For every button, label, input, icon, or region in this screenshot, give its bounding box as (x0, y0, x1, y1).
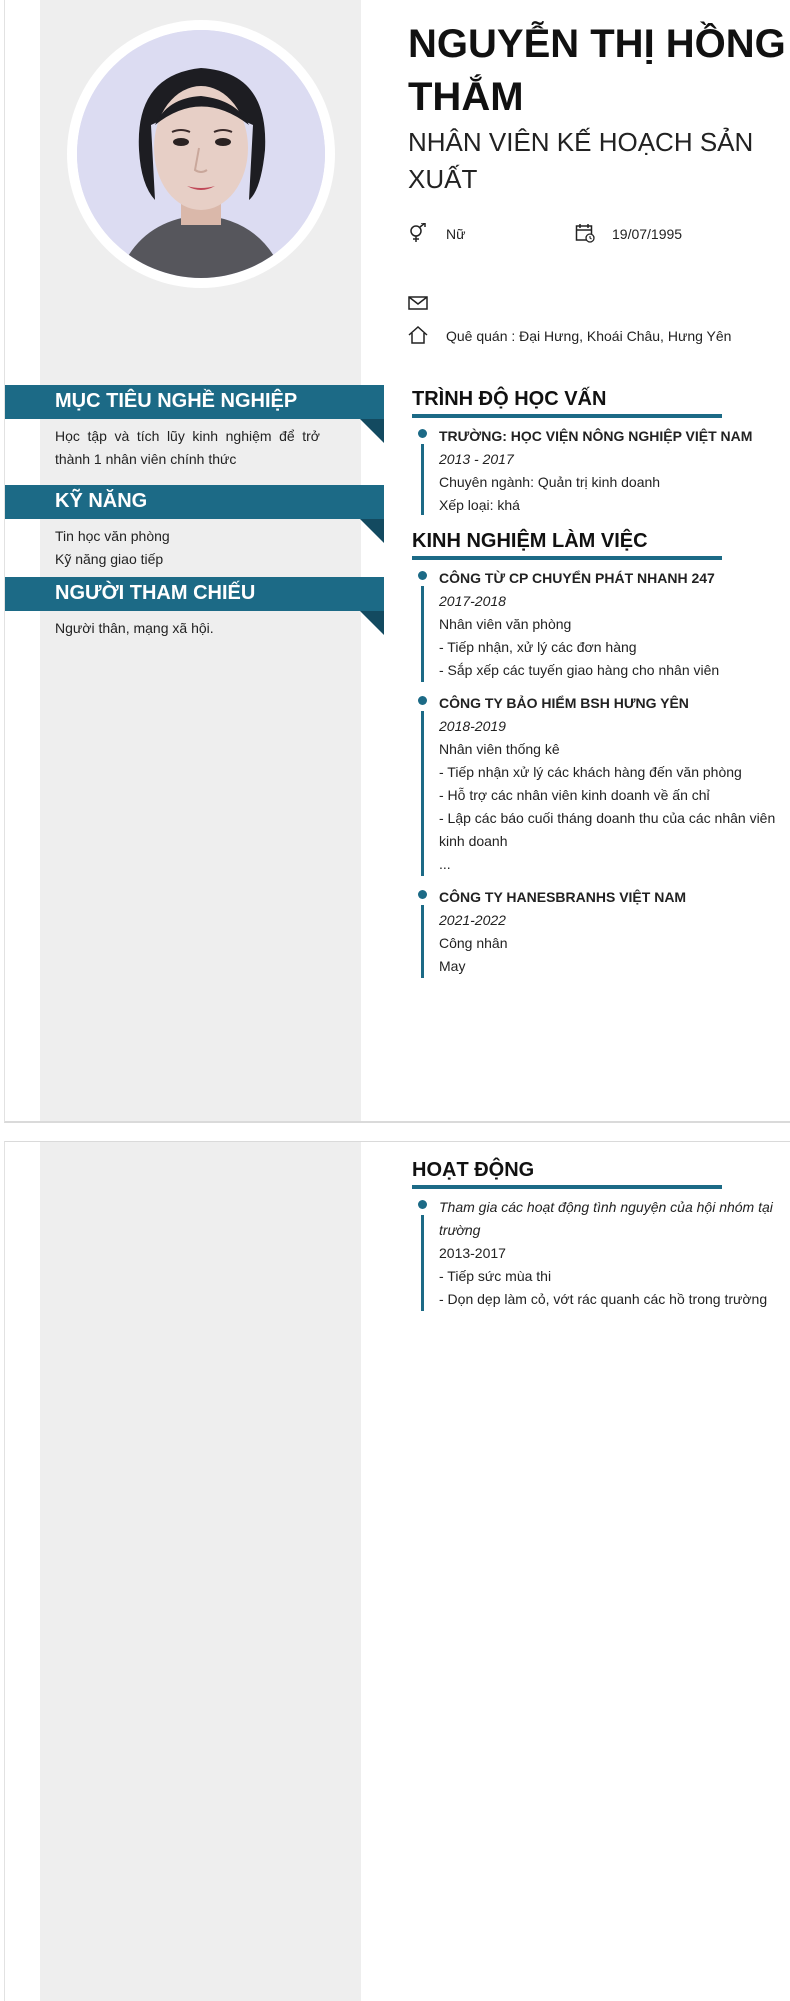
job-title: NHÂN VIÊN KẾ HOẠCH SẢN XUẤT (408, 127, 754, 194)
activity-title-line: Tham gia các hoạt động tình nguyện của hội nhóm tại (439, 1199, 773, 1215)
references-title: NGƯỜI THAM CHIẾU (55, 582, 256, 604)
education-major: Chuyên ngành: Quản trị kinh doanh (439, 474, 661, 490)
references-ribbon (5, 577, 384, 611)
skills-ribbon (5, 485, 384, 519)
experience-company: CÔNG TỪ CP CHUYỂN PHÁT NHANH 247 (439, 570, 715, 586)
timeline-dot (418, 696, 427, 705)
avatar (67, 20, 335, 288)
objective-line: Học tập và tích lũy kinh nghiệm để trở (55, 428, 320, 444)
profile-photo (77, 30, 325, 278)
experience-line: Nhân viên thống kê (439, 741, 560, 757)
home-icon (408, 325, 428, 345)
education-entry (418, 425, 788, 515)
timeline-line (421, 444, 424, 515)
experience-line: - Hỗ trợ các nhân viên kinh doanh về ấn chỉ (439, 787, 710, 803)
experience-line: - Lập các báo cuối tháng doanh thu của các nhân viên (439, 810, 776, 826)
experience-period: 2021-2022 (439, 912, 506, 928)
objective-line: thành 1 nhân viên chính thức (55, 451, 237, 467)
objective-ribbon (5, 385, 384, 419)
experience-line: May (439, 958, 466, 974)
hometown-value: Quê quán : Đại Hưng, Khoái Châu, Hưng Yên (446, 328, 732, 344)
activity-line: - Dọn dẹp làm cỏ, vớt rác quanh các hồ trong trường (439, 1291, 768, 1307)
gender-value: Nữ (446, 226, 466, 242)
activities-title: HOẠT ĐỘNG (412, 1159, 722, 1189)
experience-line: Nhân viên văn phòng (439, 616, 572, 632)
skill-item: Kỹ năng giao tiếp (55, 551, 164, 567)
timeline-line (421, 711, 424, 876)
candidate-name: NGUYỄN THỊ HỒNG THẮM (408, 22, 786, 119)
calendar-icon (575, 223, 595, 243)
cv-page-2 (4, 1141, 790, 2001)
education-school: TRƯỜNG: HỌC VIỆN NÔNG NGHIỆP VIỆT NAM (439, 428, 753, 444)
timeline-dot (418, 1200, 427, 1209)
education-period: 2013 - 2017 (439, 451, 514, 467)
references-line: Người thân, mạng xã hội. (55, 620, 214, 636)
gender-icon (408, 223, 428, 243)
experience-period: 2018-2019 (439, 718, 506, 734)
timeline-line (421, 905, 424, 978)
ribbon-fold (360, 611, 384, 635)
activity-period: 2013-2017 (439, 1245, 506, 1261)
references-text (55, 617, 320, 640)
experience-line: - Tiếp nhận xử lý các khách hàng đến văn phòng (439, 764, 742, 780)
timeline-dot (418, 890, 427, 899)
experience-company: CÔNG TY BẢO HIỂM BSH HƯNG YÊN (439, 695, 689, 711)
activity-line: - Tiếp sức mùa thi (439, 1268, 552, 1284)
skills-title: KỸ NĂNG (55, 490, 148, 512)
experience-line: - Sắp xếp các tuyến giao hàng cho nhân viên (439, 662, 720, 678)
experience-entry (418, 567, 788, 682)
timeline-dot (418, 571, 427, 580)
ribbon-fold (360, 519, 384, 543)
experience-line: kinh doanh (439, 833, 508, 849)
timeline-dot (418, 429, 427, 438)
education-title: TRÌNH ĐỘ HỌC VẤN (412, 388, 722, 418)
experience-entry (418, 692, 788, 876)
skill-item: Tin học văn phòng (55, 528, 170, 544)
objective-text (55, 425, 320, 471)
timeline-line (421, 1215, 424, 1311)
envelope-icon (408, 293, 428, 313)
experience-line: - Tiếp nhận, xử lý các đơn hàng (439, 639, 637, 655)
experience-line: ... (439, 856, 451, 872)
experience-company: CÔNG TY HANESBRANHS VIỆT NAM (439, 889, 687, 905)
ribbon-fold (360, 419, 384, 443)
education-grade: Xếp loại: khá (439, 497, 520, 513)
timeline-line (421, 586, 424, 682)
experience-line: Công nhân (439, 935, 508, 951)
experience-title: KINH NGHIỆM LÀM VIỆC (412, 530, 722, 560)
portrait-image (77, 30, 325, 278)
activity-entry (418, 1196, 788, 1311)
cv-page-1 (4, 0, 790, 1123)
experience-entry (418, 886, 788, 978)
objective-title: MỤC TIÊU NGHỀ NGHIỆP (55, 390, 298, 412)
activity-title-line: trường (439, 1222, 481, 1238)
sidebar-column (40, 1142, 361, 2001)
experience-period: 2017-2018 (439, 593, 506, 609)
skills-list (55, 525, 320, 571)
birthdate-value: 19/07/1995 (612, 226, 683, 242)
